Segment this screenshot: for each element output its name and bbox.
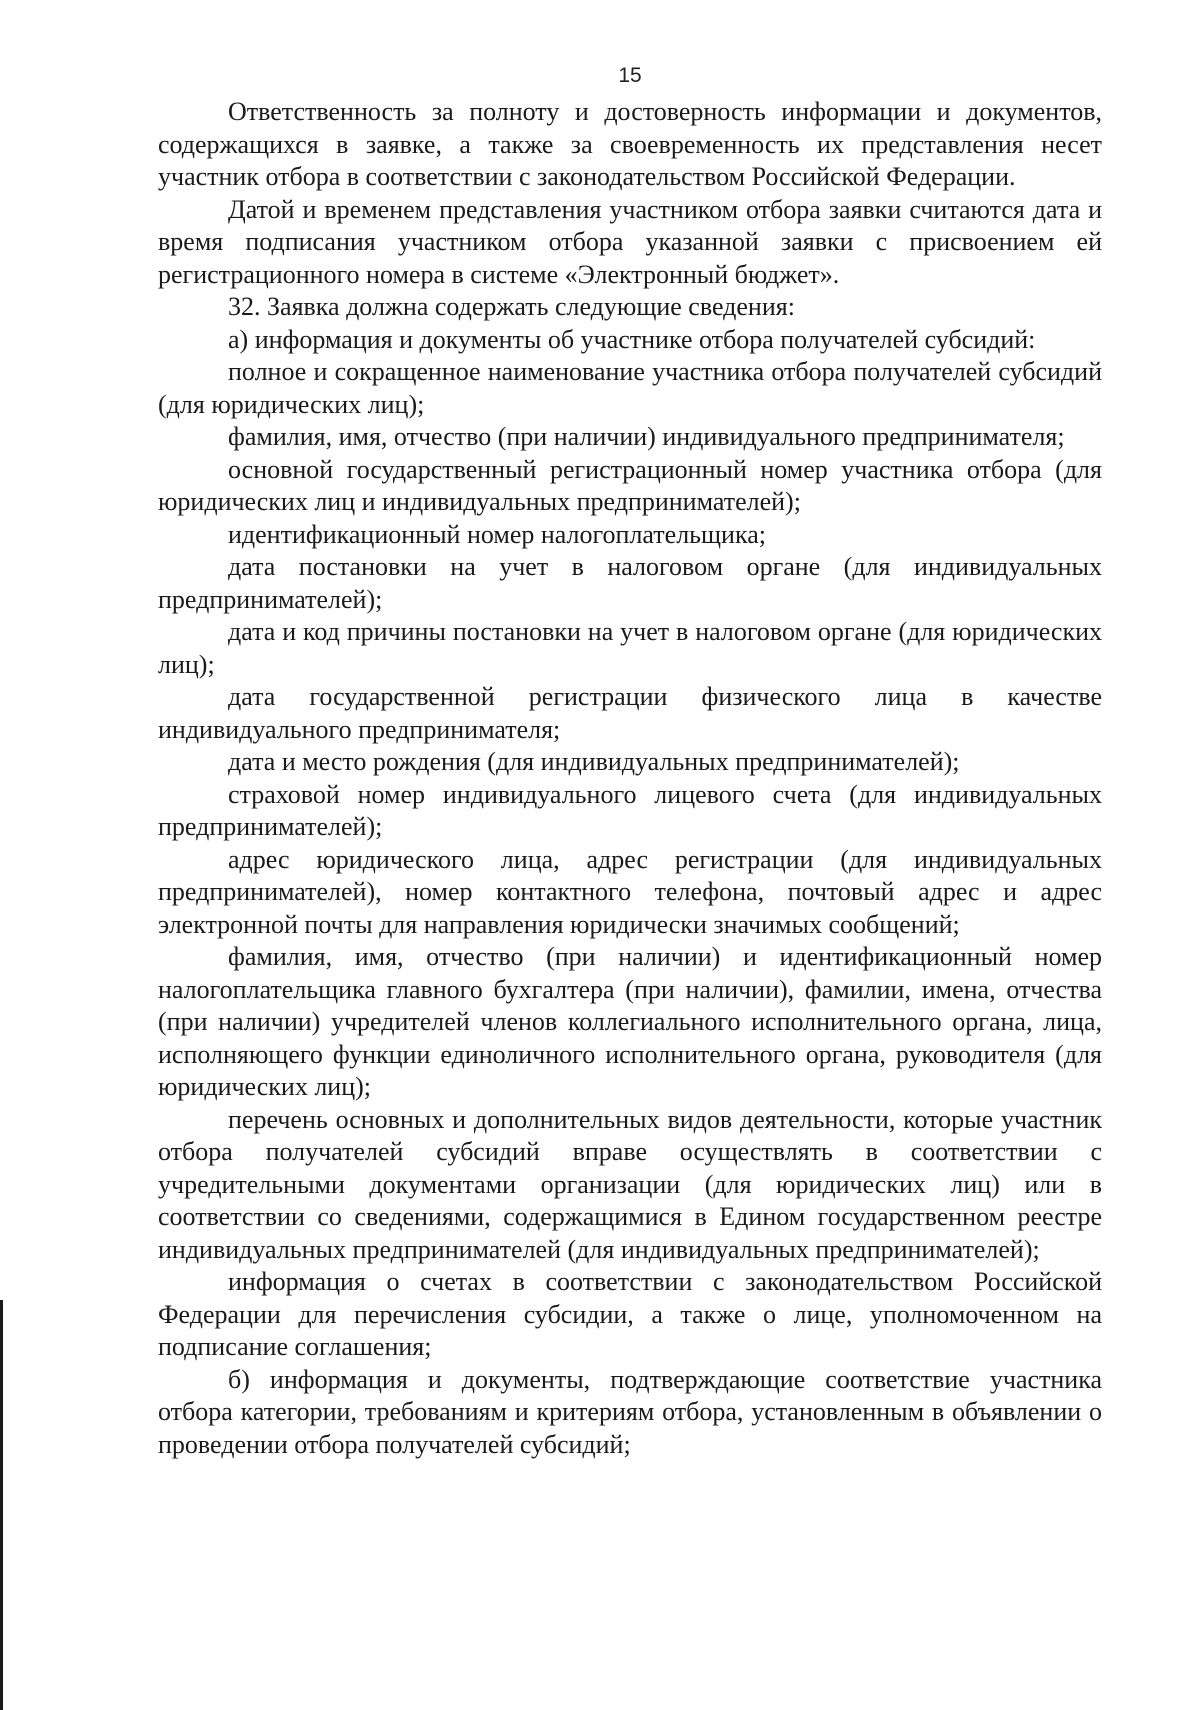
paragraph-snils: страховой номер индивидуального лицевого счета (для индивидуальных предпринимателей); bbox=[158, 779, 1102, 841]
paragraph-tax-registration-ip: дата постановки на учет в налоговом органе (для индивидуальных предпринимателей); bbox=[158, 552, 1102, 614]
paragraph-full-name: полное и сокращенное наименование участника отбора получателей субсидий (для юридических лиц); bbox=[158, 357, 1102, 419]
paragraph-ogrn: основной государственный регистрационный номер участника отбора (для юридических лиц и индивидуальных предпринимателей); bbox=[158, 454, 1102, 516]
paragraph-accounts: информация о счетах в соответствии с законодательством Российской Федерации для перечисления субсидии, а также о лице, уполномоченном на подписание соглашения; bbox=[158, 1267, 1102, 1361]
paragraph-subitem-a: а) информация и документы об участнике отбора получателей субсидий: bbox=[228, 324, 1036, 354]
page-number: 15 bbox=[618, 64, 642, 87]
paragraph-inn: идентификационный номер налогоплательщика; bbox=[228, 519, 766, 549]
scan-edge-mark bbox=[0, 1300, 3, 1710]
paragraph-activities: перечень основных и дополнительных видов деятельности, которые участник отбора получателей субсидий вправе осуществлять в соответствии с учредительными документами организации (для юридических лиц) или в соответствии со сведениями, содержащимися в Едином государственном реестре индивидуальных предпринимателей (для индивидуальных предпринимателей); bbox=[158, 1104, 1102, 1264]
paragraph-fio: фамилия, имя, отчество (при наличии) индивидуального предпринимателя; bbox=[228, 422, 1065, 451]
paragraph-accountant: фамилия, имя, отчество (при наличии) и идентификационный номер налогоплательщика главного бухгалтера (при наличии), фамилии, имена, отчества (при наличии) учредителей членов коллегиального исполнительного органа, лица, исполняющего функции единоличного исполнительного органа, руководителя (для юридических лиц); bbox=[158, 942, 1102, 1101]
paragraph-tax-registration-ul: дата и код причины постановки на учет в налоговом органе (для юридических лиц); bbox=[158, 617, 1102, 679]
paragraph-subitem-b: б) информация и документы, подтверждающие соответствие участника отбора категории, требованиям и критериям отбора, установленным в объявлении о проведении отбора получателей субсидий; bbox=[158, 1364, 1102, 1459]
paragraph-submission-date: Датой и временем представления участником отбора заявки считаются дата и время подписания участником отбора указанной заявки с присвоением ей регистрационного номера в системе «Электронный бюджет». bbox=[158, 194, 1102, 289]
paragraph-responsibility: Ответственность за полноту и достоверность информации и документов, содержащихся в заявке, а также за своевременность их представления несет участник отбора в соответствии с законодательством Российской Федерации. bbox=[158, 97, 1102, 191]
paragraph-state-registration: дата государственной регистрации физического лица в качестве индивидуального предпринимателя; bbox=[158, 682, 1102, 744]
document-body bbox=[158, 96, 1102, 1461]
paragraph-address: адрес юридического лица, адрес регистрации (для индивидуальных предпринимателей), номер контактного телефона, почтовый адрес и адрес электронной почты для направления юридически значимых сообщений; bbox=[158, 844, 1102, 939]
paragraph-birth: дата и место рождения (для индивидуальных предпринимателей); bbox=[228, 747, 960, 776]
paragraph-item-32: 32. Заявка должна содержать следующие сведения: bbox=[228, 292, 795, 321]
